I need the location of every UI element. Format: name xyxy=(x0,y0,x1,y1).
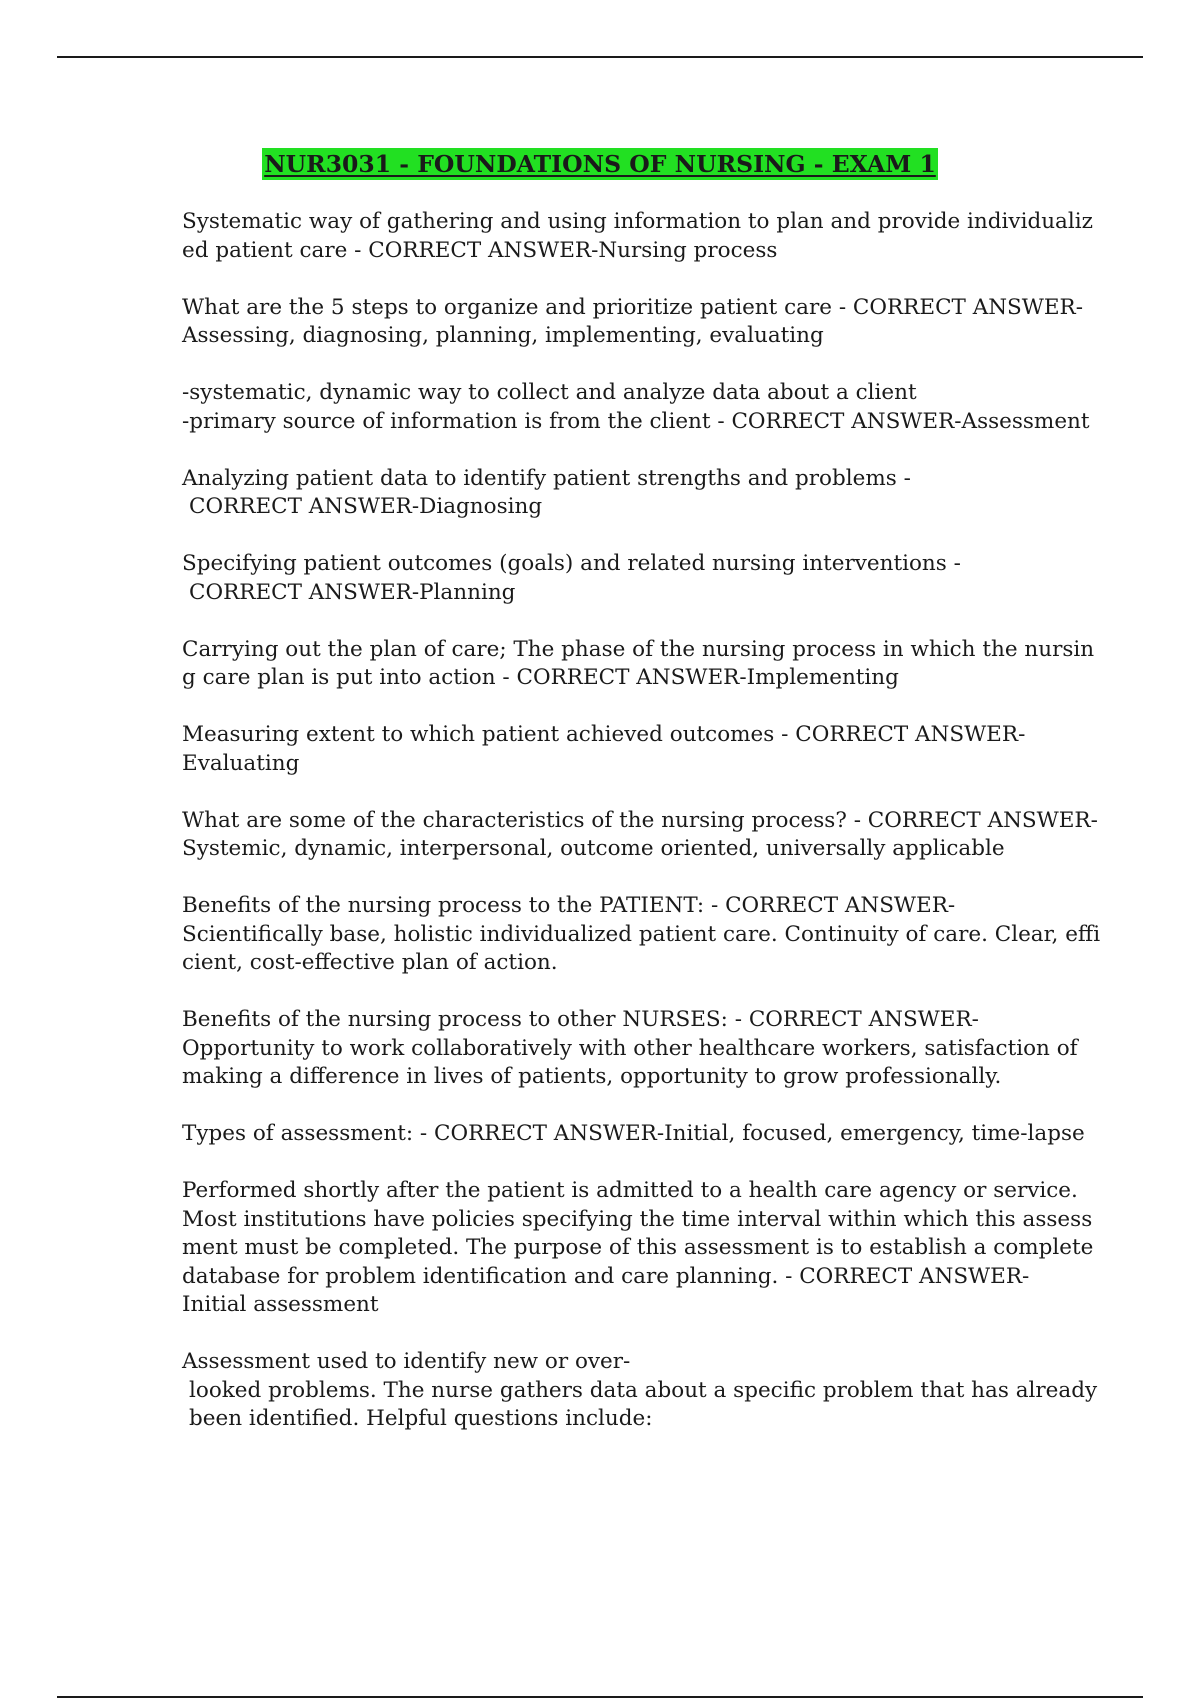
qa-line: -primary source of information is from the client - CORRECT ANSWER-Assessment xyxy=(182,408,1090,434)
qa-entry xyxy=(182,1006,1078,1092)
qa-entry xyxy=(182,465,1062,522)
qa-line: looked problems. The nurse gathers data about a specific problem that has already xyxy=(189,1377,1098,1403)
qa-entry xyxy=(182,550,1062,607)
qa-line: been identified. Helpful questions include: xyxy=(189,1406,653,1431)
qa-line: Types of assessment: - CORRECT ANSWER-Initial, focused, emergency, time-lapse xyxy=(182,1121,1085,1146)
qa-line: Benefits of the nursing process to other NURSES: - CORRECT ANSWER- xyxy=(182,1007,979,1032)
qa-line: Measuring extent to which patient achieved outcomes - CORRECT ANSWER- xyxy=(182,722,1026,747)
document-title: NUR3031 - FOUNDATIONS OF NURSING - EXAM 1 xyxy=(264,150,936,178)
qa-line: Analyzing patient data to identify patient strengths and problems - xyxy=(182,465,911,491)
top-rule xyxy=(57,56,1143,58)
qa-line: Specifying patient outcomes (goals) and related nursing interventions - xyxy=(182,551,961,576)
qa-entry xyxy=(182,721,1062,778)
qa-line: What are some of the characteristics of the nursing process? - CORRECT ANSWER- xyxy=(182,807,1098,833)
qa-line: Evaluating xyxy=(182,750,300,776)
qa-line: cient, cost-effective plan of action. xyxy=(182,950,558,975)
qa-line: ment must be completed. The purpose of this assessment is to establish a complete xyxy=(182,1235,1094,1260)
qa-line: Systemic, dynamic, interpersonal, outcome oriented, universally applicable xyxy=(182,836,1005,861)
qa-line: Carrying out the plan of care; The phase of the nursing process in which the nursin xyxy=(182,636,1095,662)
qa-line: ed patient care - CORRECT ANSWER-Nursing process xyxy=(182,237,778,263)
qa-entry xyxy=(182,892,1101,978)
qa-line: Most institutions have policies specifying the time interval within which this assess xyxy=(182,1206,1093,1232)
qa-entry xyxy=(182,1177,1094,1320)
qa-line: Systematic way of gathering and using information to plan and provide individualiz xyxy=(182,209,1093,234)
qa-entry xyxy=(182,294,1084,351)
qa-line: Assessment used to identify new or over- xyxy=(182,1349,631,1374)
qa-line: Initial assessment xyxy=(182,1292,379,1317)
qa-line: Assessing, diagnosing, planning, implementing, evaluating xyxy=(182,323,824,348)
qa-line: making a difference in lives of patients, opportunity to grow professionally. xyxy=(182,1064,1002,1089)
qa-line: What are the 5 steps to organize and prioritize patient care - CORRECT ANSWER- xyxy=(182,294,1084,320)
qa-entry xyxy=(182,1120,1085,1149)
bottom-rule xyxy=(57,1696,1143,1698)
qa-line: Scientifically base, holistic individualized patient care. Continuity of care. Clear, effi xyxy=(182,921,1101,947)
qa-list xyxy=(182,208,1101,1462)
qa-entry xyxy=(182,1348,1098,1434)
qa-line: Benefits of the nursing process to the PATIENT: - CORRECT ANSWER- xyxy=(182,893,956,918)
title-container xyxy=(0,148,1200,180)
qa-entry xyxy=(182,636,1095,693)
qa-line: Opportunity to work collaboratively with other healthcare workers, satisfaction of xyxy=(182,1035,1078,1061)
qa-entry xyxy=(182,379,1090,436)
qa-entry xyxy=(182,208,1093,265)
qa-line: database for problem identification and care planning. - CORRECT ANSWER- xyxy=(182,1263,1030,1289)
qa-line: CORRECT ANSWER-Planning xyxy=(189,579,516,605)
qa-line: g care plan is put into action - CORRECT ANSWER-Implementing xyxy=(182,665,899,690)
qa-line: -systematic, dynamic way to collect and analyze data about a client xyxy=(182,380,917,405)
qa-line: CORRECT ANSWER-Diagnosing xyxy=(189,494,543,519)
qa-line: Performed shortly after the patient is admitted to a health care agency or service. xyxy=(182,1178,1078,1203)
qa-entry xyxy=(182,807,1098,864)
